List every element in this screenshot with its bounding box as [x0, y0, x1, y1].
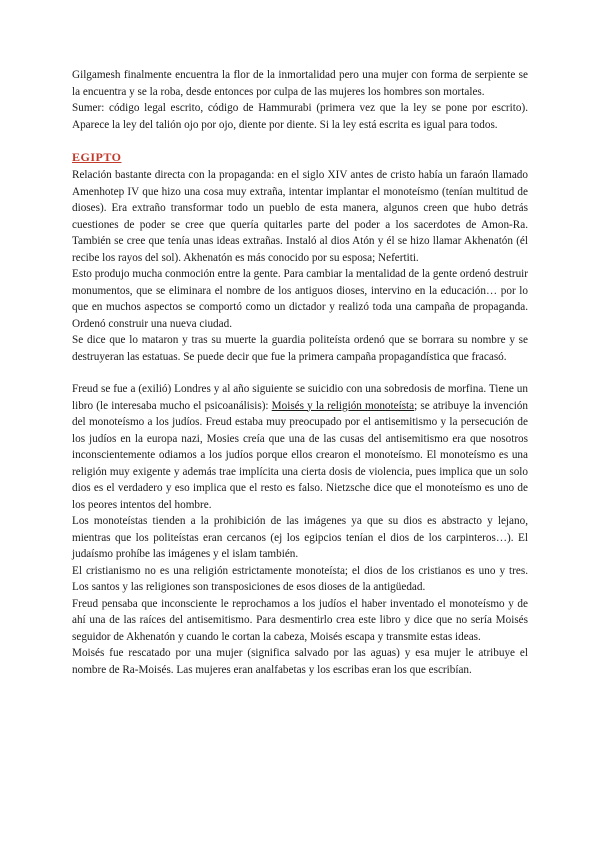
paragraph-imagenes: Los monoteístas tienden a la prohibición de las imágenes ya que su dios es abstracto y lejano, mientras que los politeístas eran cercanos (ej los egipcios tenían el dios de los carpinteros…). El judaísmo prohíbe las imágenes y el islam también. [72, 515, 528, 560]
paragraph-reproche: Freud pensaba que inconsciente le reprochamos a los judíos el haber inventado el monoteísmo y de ahí una de las raíces del antisemitismo. Para desmentirlo crea este libro y dice que no sería Moisés seguidor de Akhenatón y cuando le cortan la cabeza, Moisés escapa y transmite estas ideas. [72, 597, 528, 643]
paragraph-moises: Moisés fue rescatado por una mujer (significa salvado por las aguas) y esa mujer le atribuye el nombre de Ra-Moisés. Las mujeres eran analfabetas y los escribas eran los que escribían. [72, 647, 528, 676]
book-title: Moisés y la religión monoteísta [271, 399, 415, 412]
text-run: Freud se fue a (exilió) Londres y al año siguiente se suicidio con una sobredosis de morfina. Tiene un libro (le interesaba mucho el psicoanálisis): [72, 383, 528, 412]
paragraph-muerte: Se dice que lo mataron y tras su muerte la guardia politeísta ordenó que se borrara su nombre y se destruyeran las estatuas. Se puede decir que fue la primera campaña propagandística que fracasó. [72, 334, 528, 363]
paragraph-amenhotep: Relación bastante directa con la propaganda: en el siglo XIV antes de cristo había un faraón llamado Amenhotep IV que hizo una cosa muy extraña, intentar implantar el monoteísmo (tenían multitud de dioses). Era extraño transformar todo un pueblo de esta manera, algunos creen que hubo detrás cuestiones de poder se cree que quería quitarles parte del poder a los sacerdotes de Amon-Ra. También se cree que tenía unas ideas extrañas. Instaló al dios Atón y él se hizo llamar Akhenatón (él recibe los rayos del sol). Akhenatón es más conocido por su esposa; Nefertiti. [72, 169, 528, 264]
paragraph-freud-libro [72, 381, 528, 513]
text-run: ; se atribuye la invención del monoteísmo a los judíos. Freud estaba muy preocupado por el antisemitismo y la persecución de los judíos en la europa nazi, Mosies creía que una de las cusas del antisemitismo era que nosotros inconscientemente odiamos a los judíos porque ellos crearon el monoteísmo. El monoteísmo es una religión muy exigente y además trae implícita una cierta dosis de violencia, pues implica que un solo dios es el verdadero y eso implica que el resto es falso. Nietzsche dice que el monoteísmo es uno de los peores intentos del hombre. [72, 399, 528, 511]
paragraph-conmocion: Esto produjo mucha conmoción entre la gente. Para cambiar la mentalidad de la gente ordenó destruir monumentos, que se eliminara el nombre de los antiguos dioses, intervino en la educación… por lo que en muchos aspectos se comportó como un dictador y realizó toda una campaña de propaganda. Ordenó construir una nueva ciudad. [72, 268, 528, 330]
paragraph-spacer [72, 365, 528, 381]
section-heading-egipto: EGIPTO [72, 150, 122, 164]
paragraph-gilgamesh: Gilgamesh finalmente encuentra la flor de la inmortalidad pero una mujer con forma de serpiente se la encuentra y se la roba, desde entonces por culpa de las mujeres los hombres son mortales. [72, 69, 528, 98]
document-page [72, 67, 528, 678]
paragraph-cristianismo: El cristianismo no es una religión estrictamente monoteísta; el dios de los cristianos es uno y tres. Los santos y las religiones son transposiciones de esos dioses de la antigüedad. [72, 564, 528, 593]
paragraph-sumer: Sumer: código legal escrito, código de Hammurabi (primera vez que la ley se pone por escrito). Aparece la ley del talión ojo por ojo, diente por diente. Si la ley está escrita es igual para todos. [72, 102, 528, 131]
